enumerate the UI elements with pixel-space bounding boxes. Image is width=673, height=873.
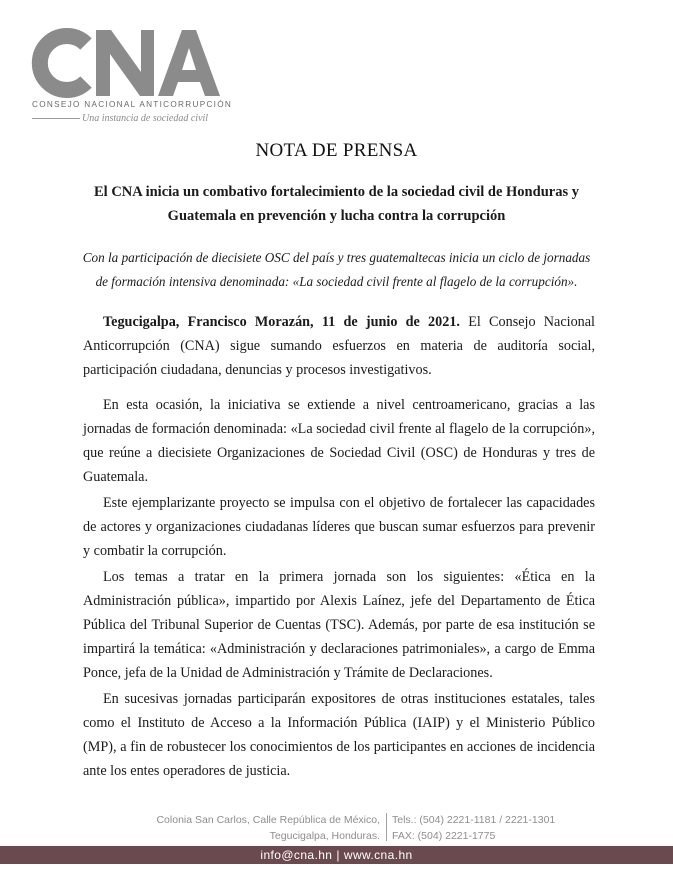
subheadline-line: Con la participación de diecisiete OSC del país y tres guatemaltecas inicia un ciclo de jornadas bbox=[82, 250, 591, 265]
subheadline bbox=[78, 246, 595, 294]
footer-divider bbox=[386, 813, 387, 841]
paragraph-dateline bbox=[83, 310, 595, 382]
subheadline-line: de formación intensiva denominada: «La sociedad civil frente al flagelo de la corrupción». bbox=[95, 274, 578, 289]
article-body bbox=[83, 310, 595, 785]
cna-logo-letters bbox=[30, 28, 220, 98]
paragraph: En esta ocasión, la iniciativa se extiende a nivel centroamericano, gracias a las jornadas de formación denominada: «La sociedad civil frente al flagelo de la corrupción», que reúne a diecisiete Organizaciones de Sociedad Civil (OSC) de Honduras y tres de Guatemala. bbox=[83, 397, 595, 485]
headline bbox=[80, 180, 593, 228]
headline-line: Guatemala en prevención y lucha contra la corrupción bbox=[167, 208, 506, 224]
document-title: NOTA DE PRENSA bbox=[255, 140, 418, 161]
logo-organization-name: CONSEJO NACIONAL ANTICORRUPCIÓN bbox=[32, 100, 233, 109]
paragraph-text: El Consejo Nacional Anticorrupción (CNA) sigue sumando esfuerzos en materia de auditoría social, participación ciudadana, denuncias y procesos investigativos. bbox=[83, 314, 595, 378]
footer-email-link[interactable]: info@cna.hn bbox=[260, 848, 333, 862]
logo-tagline: Una instancia de sociedad civil bbox=[82, 113, 209, 124]
paragraph: Este ejemplarizante proyecto se impulsa con el objetivo de fortalecer las capacidades de actores y organizaciones ciudadanas líderes que buscan sumar esfuerzos para prevenir y combatir la corrupción. bbox=[83, 495, 595, 559]
footer-pipe: | bbox=[336, 848, 340, 862]
headline-line: El CNA inicia un combativo fortalecimiento de la sociedad civil de Honduras y bbox=[94, 184, 579, 200]
footer-contact-bar bbox=[0, 846, 673, 864]
footer-phone bbox=[392, 812, 555, 844]
footer-fax-line: FAX: (504) 2221-1775 bbox=[392, 830, 496, 842]
footer-address bbox=[110, 812, 380, 844]
dateline: Tegucigalpa, Francisco Morazán, 11 de junio de 2021. bbox=[103, 314, 460, 330]
cna-logo bbox=[30, 28, 233, 128]
paragraph: En sucesivas jornadas participarán expositores de otras instituciones estatales, tales como el Instituto de Acceso a la Información Pública (IAIP) y el Ministerio Público (MP), a fin de robustecer los conocimientos de los participantes en acciones de incidencia ante los entes operadores de justicia. bbox=[83, 691, 595, 779]
logo-divider bbox=[32, 118, 80, 119]
footer-website-link[interactable]: www.cna.hn bbox=[343, 848, 413, 862]
footer-address-line: Colonia San Carlos, Calle República de México, bbox=[156, 814, 380, 826]
paragraph: Los temas a tratar en la primera jornada son los siguientes: «Ética en la Administración pública», impartido por Alexis Laínez, jefe del Departamento de Ética Pública del Tribunal Superior de Cuentas (TSC). Además, por parte de esa institución se impartirá la temática: «Administración y declaraciones patrimoniales», a cargo de Emma Ponce, jefa de la Unidad de Administración y Trámite de Declaraciones. bbox=[83, 569, 595, 681]
footer-address-line: Tegucigalpa, Honduras. bbox=[269, 830, 380, 842]
footer-phone-line: Tels.: (504) 2221-1181 / 2221-1301 bbox=[392, 814, 556, 826]
